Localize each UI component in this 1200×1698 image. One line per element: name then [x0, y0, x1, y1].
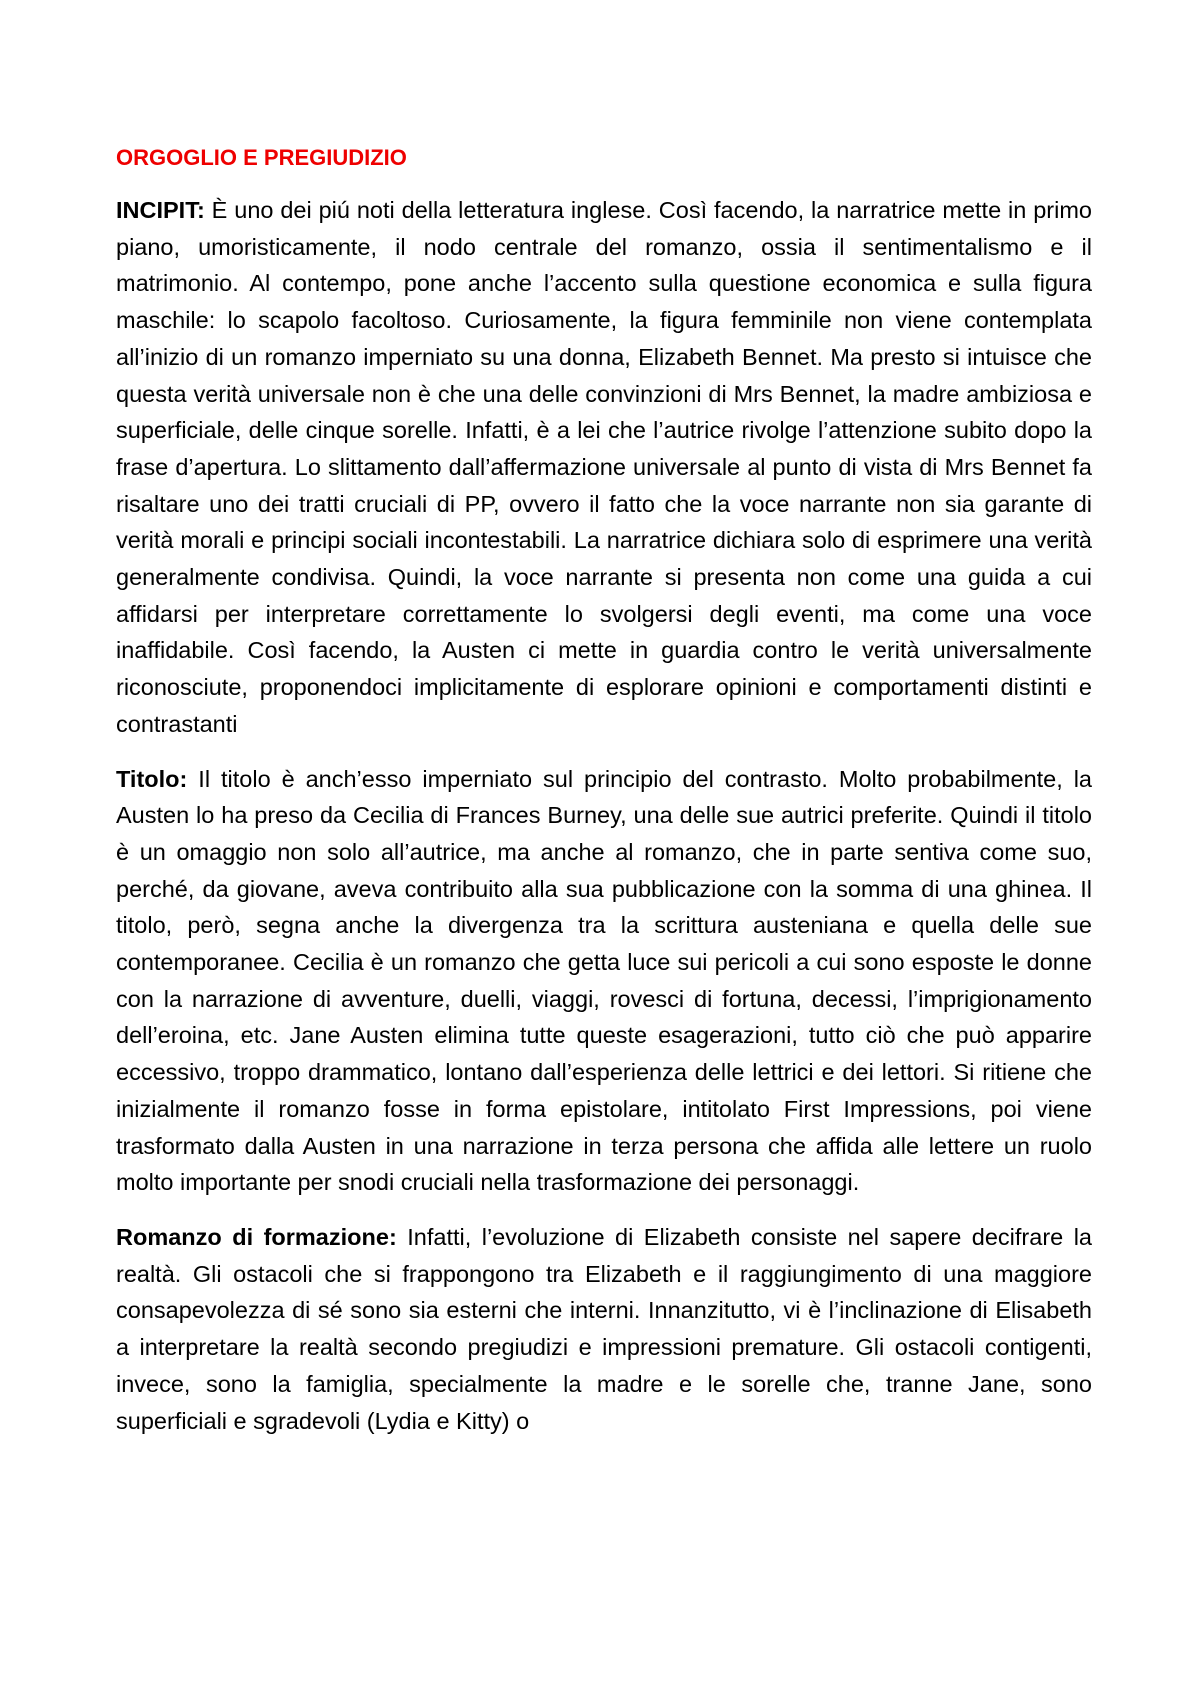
document-title: ORGOGLIO E PREGIUDIZIO: [116, 145, 407, 170]
paragraph-lead: Romanzo di formazione:: [116, 1223, 397, 1250]
paragraph-lead: Titolo:: [116, 765, 188, 792]
paragraph-titolo: [116, 761, 1092, 1201]
document-page: [116, 140, 1092, 1457]
paragraph-body: È uno dei piú noti della letteratura inglese. Così facendo, la narratrice mette in primo piano, umoristicamente, il nodo centrale del romanzo, ossia il sentimentalismo e il matrimonio. Al contempo, pone anche l’accento sulla questione economica e sulla figura maschile: lo scapolo facoltoso. Curiosamente, la figura femminile non viene contemplata all’inizio di un romanzo imperniato su una donna, Elizabeth Bennet. Ma presto si intuisce che questa verità universale non è che una delle convinzioni di Mrs Bennet, la madre ambiziosa e superficiale, delle cinque sorelle. Infatti, è a lei che l’autrice rivolge l’attenzione subito dopo la frase d’apertura. Lo slittamento dall’affermazione universale al punto di vista di Mrs Bennet fa risaltare uno dei tratti cruciali di PP, ovvero il fatto che la voce narrante non sia garante di verità morali e principi sociali incontestabili. La narratrice dichiara solo di esprimere una verità generalmente condivisa. Quindi, la voce narrante si presenta non come una guida a cui affidarsi per interpretare correttamente lo svolgersi degli eventi, ma come una voce inaffidabile. Così facendo, la Austen ci mette in guardia contro le verità universalmente riconosciute, proponendoci implicitamente di esplorare opinioni e comportamenti distinti e contrastanti: [116, 197, 1092, 737]
paragraph-romanzo-di-formazione: [116, 1219, 1092, 1439]
paragraph-incipit: [116, 192, 1092, 743]
paragraph-body: Infatti, l’evoluzione di Elizabeth consiste nel sapere decifrare la realtà. Gli ostacoli che si frappongono tra Elizabeth e il raggiungimento di una maggiore consapevolezza di sé sono sia esterni che interni. Innanzitutto, vi è l’inclinazione di Elisabeth a interpretare la realtà secondo pregiudizi e impressioni premature. Gli ostacoli contigenti, invece, sono la famiglia, specialmente la madre e le sorelle che, tranne Jane, sono superficiali e sgradevoli (Lydia e Kitty) o: [116, 1223, 1092, 1434]
paragraph-lead: INCIPIT:: [116, 197, 205, 223]
paragraph-body: Il titolo è anch’esso imperniato sul principio del contrasto. Molto probabilmente, la Austen lo ha preso da Cecilia di Frances Burney, una delle sue autrici preferite. Quindi il titolo è un omaggio non solo all’autrice, ma anche al romanzo, che in parte sentiva come suo, perché, da giovane, aveva contribuito alla sua pubblicazione con la somma di una ghinea. Il titolo, però, segna anche la divergenza tra la scrittura austeniana e quella delle sue contemporanee. Cecilia è un romanzo che getta luce sui pericoli a cui sono esposte le donne con la narrazione di avventure, duelli, viaggi, rovesci di fortuna, decessi, l’imprigionamento dell’eroina, etc. Jane Austen elimina tutte queste esagerazioni, tutto ciò che può apparire eccessivo, troppo drammatico, lontano dall’esperienza delle lettrici e dei lettori. Si ritiene che inizialmente il romanzo fosse in forma epistolare, intitolato First Impressions, poi viene trasformato dalla Austen in una narrazione in terza persona che affida alle lettere un ruolo molto importante per snodi cruciali nella trasformazione dei personaggi.: [116, 765, 1092, 1196]
